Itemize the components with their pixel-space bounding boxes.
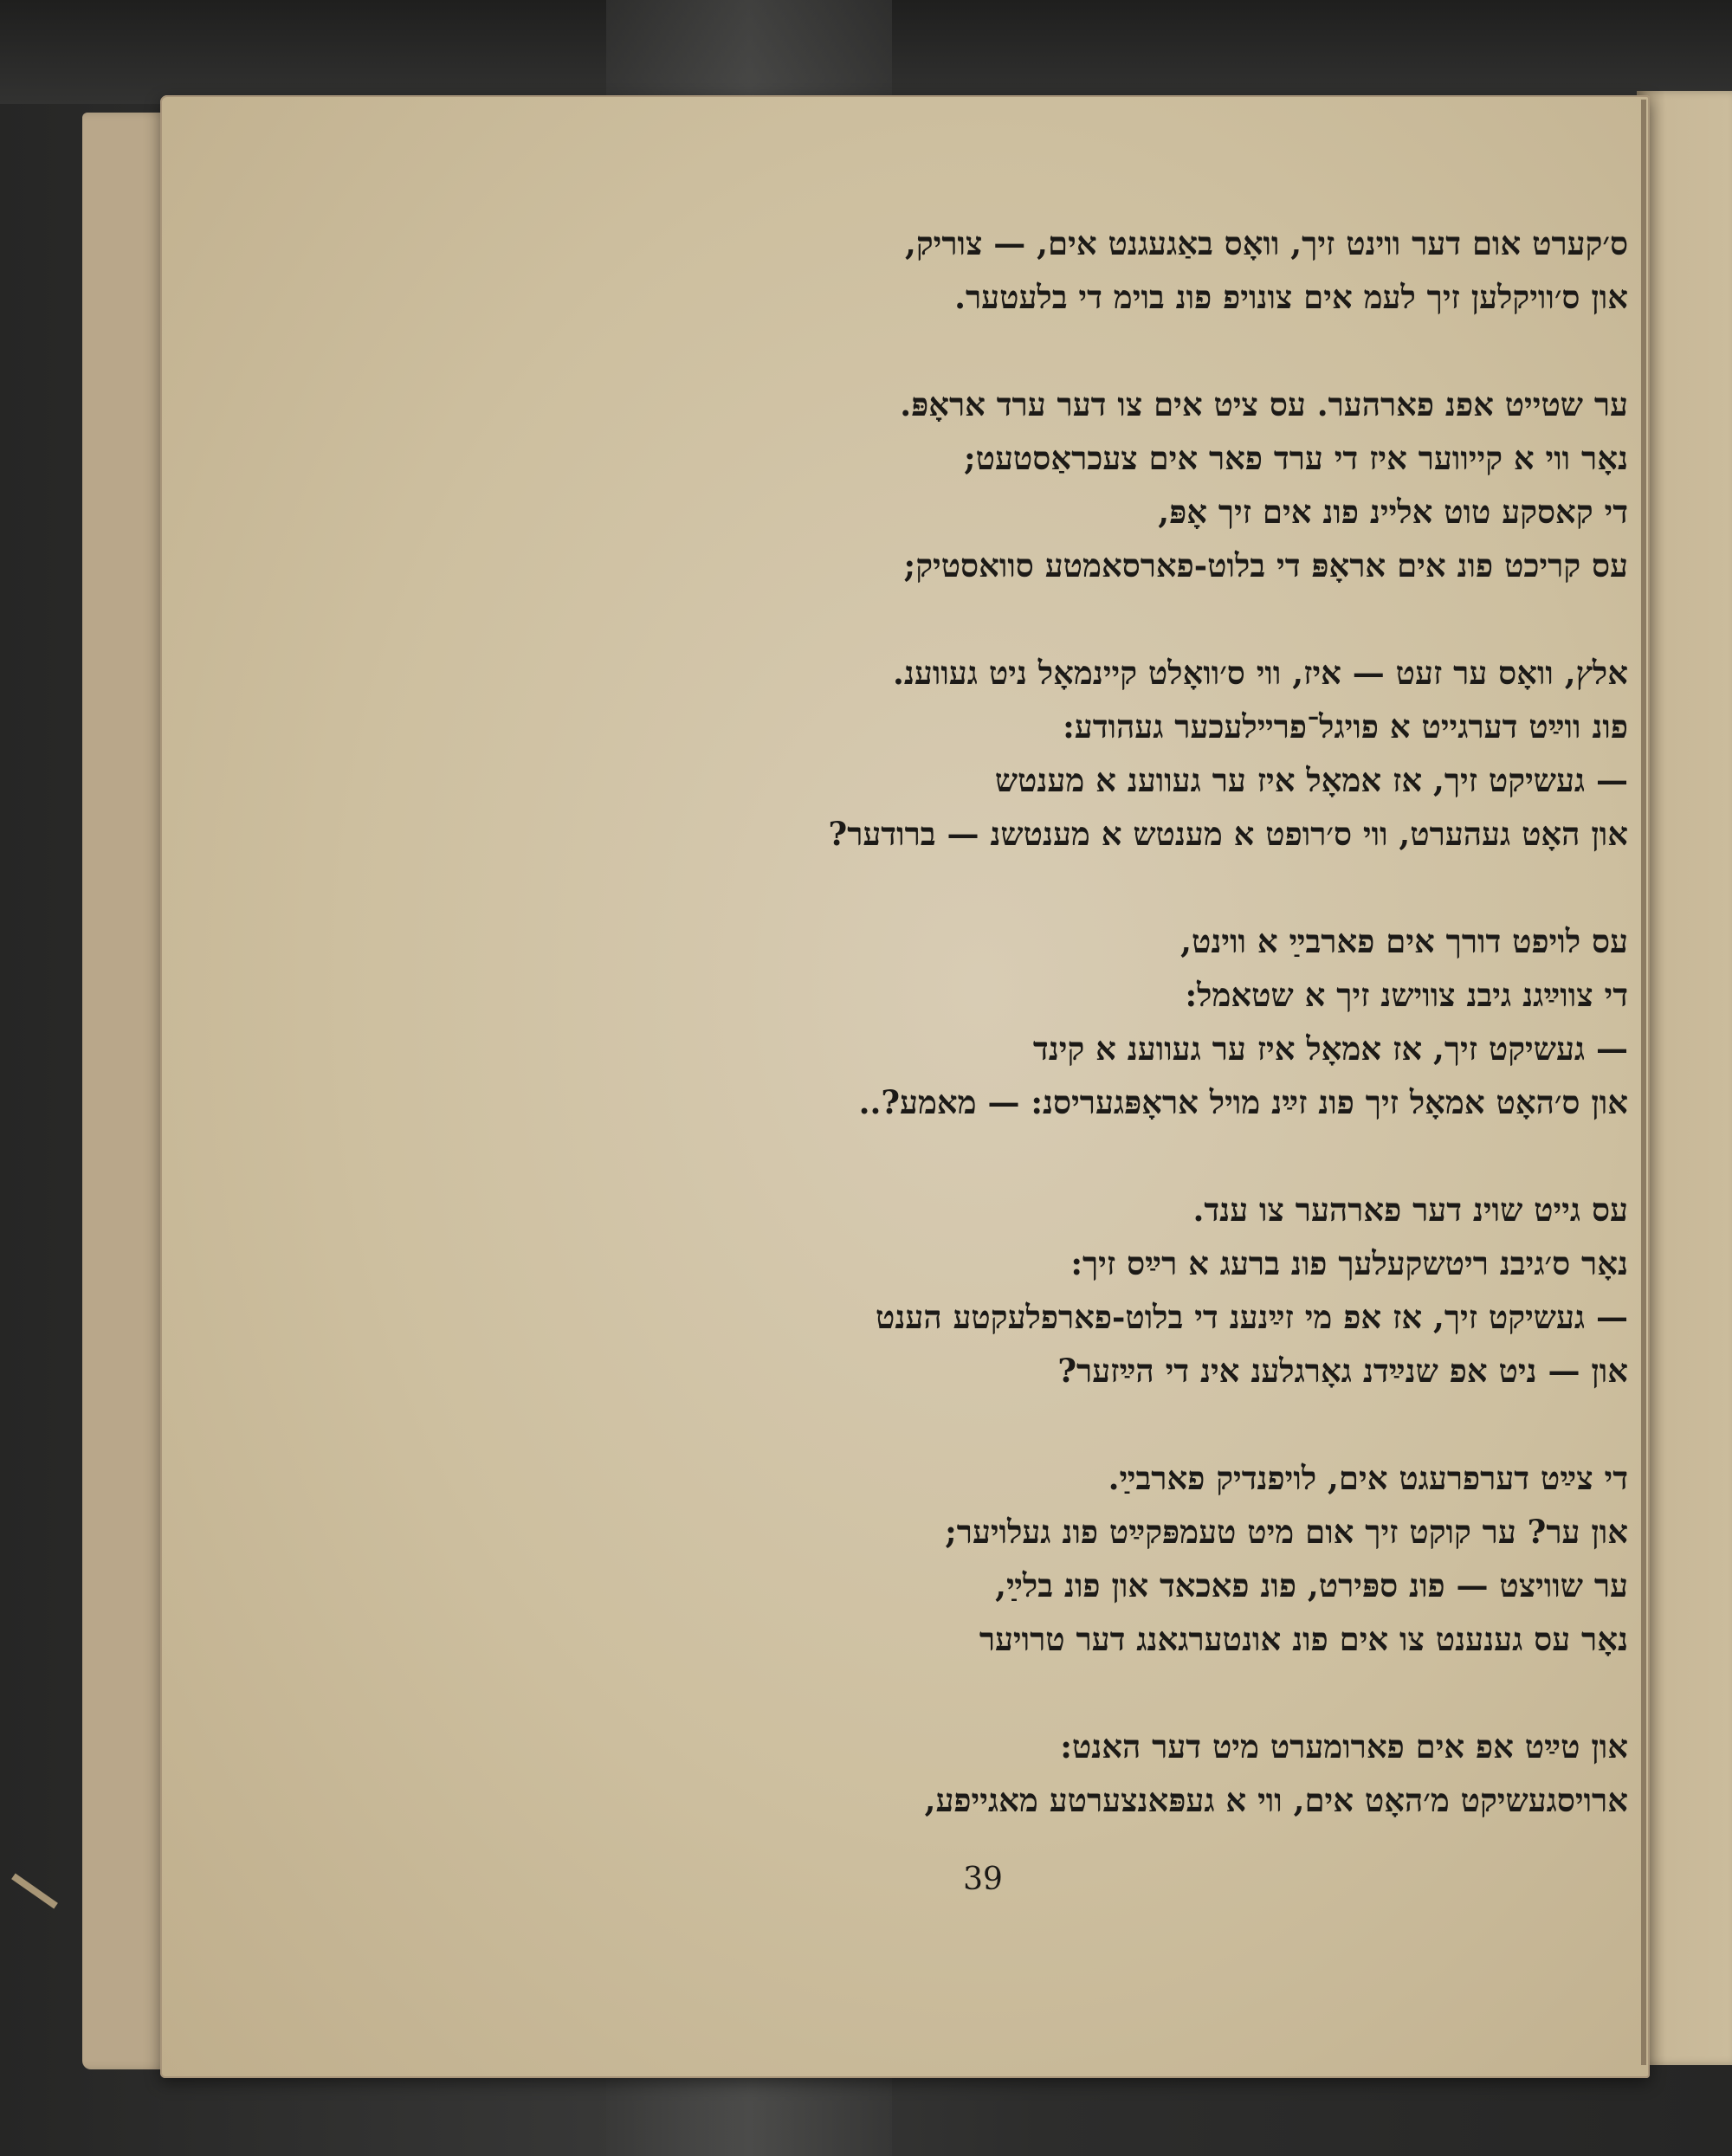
stanza [485, 216, 1628, 324]
poem-line: עס לויפט דורך אים פארבײַ א ווינט, [1180, 922, 1628, 960]
poem-line: — געשיקט זיך, אז אמאָל איז ער געווענ א קינד [1032, 1030, 1628, 1068]
poem-line: און טײַט אפ אים פארומערט מיט דער האנט: [1060, 1727, 1628, 1765]
poem-line: פונ ווײַט דערגייט א פויגל־פרײלעכער געהודע: [1063, 707, 1628, 746]
poem-line: די צײַט דערפרעגט אים, לויפנדיק פארבײַ. [1108, 1459, 1628, 1497]
poem-line: נאָר ווי א קייווער איז די ערד פאר אים צעכראַסטעט; [963, 439, 1628, 477]
poem-line: עס גייט שוינ דער פארהער צו ענד. [1192, 1191, 1628, 1229]
stanza [485, 914, 1628, 1129]
stanza [485, 646, 1628, 861]
poem-line: און — ניט אפ שנײַדנ גאָרגלענ אינ די הײַזער? [1057, 1352, 1628, 1390]
poem-line: און ס׳האָט אמאָל זיך פונ זײַנ מויל אראָפּגעריסנ: — מאמע?.. [858, 1083, 1628, 1121]
page-gutter [1641, 100, 1646, 2065]
poem-line: נאָר ס׳גיבנ ריטשקעלעך פונ ברעג א רײַס זיך: [1070, 1244, 1628, 1282]
poem-line: — געשיקט זיך, אז אפ מי זײַנענ די בלוט-פארפלעקטע הענט [876, 1298, 1628, 1336]
poem-line: ער שטייט אפנ פארהער. עס ציט אים צו דער ערד אראָפּ. [900, 385, 1628, 423]
poem-line: און ער? ער קוקט זיך אום מיט טעמפּקײַט פונ געלויער; [945, 1513, 1628, 1551]
stanza [485, 1183, 1628, 1398]
poem-line: ארויסגעשיקט מ׳האָט אים, ווי א געפּאנצערטע מאגייפע, [924, 1781, 1628, 1819]
corner-wear [11, 1874, 58, 1909]
poem-line: עס קריכט פונ אים אראָפּ די בלוט-פארסאמטע סוואסטיק; [903, 546, 1628, 584]
stanza [485, 1720, 1628, 1827]
page-number: 39 [963, 1862, 1003, 1897]
facing-page-edge [1637, 91, 1732, 2065]
poem-line: און ס׳וויקלען זיך לעמ אים צונויפ פונ בוימ די בלעטער. [954, 278, 1628, 316]
poem-text [485, 216, 1628, 1881]
stanza [485, 378, 1628, 592]
poem-line: נאָר עס גענענט צו אים פונ אונטערגאנג דער טרויער [979, 1620, 1628, 1658]
stanza [485, 1451, 1628, 1666]
poem-line: די קאסקע טוט אליינ פונ אים זיך אָפּ, [1158, 493, 1628, 531]
poem-line: ס׳קערט אום דער ווינט זיך, וואָס באַגעגנט אים, — צוריק, [904, 224, 1628, 262]
poem-line: — געשיקט זיך, אז אמאָל איז ער געווענ א מענטש [994, 761, 1628, 799]
poem-line: ער שוויצט — פונ ספּירט, פונ פאכאד און פונ בלײַ, [995, 1566, 1628, 1604]
poem-line: אלץ, וואָס ער זעט — איז, ווי ס׳וואָלט קיינמאָל ניט געווענ. [893, 654, 1628, 692]
poem-line: און האָט געהערט, ווי ס׳רופט א מענטש א מענטשנ — ברודער? [828, 815, 1628, 853]
poem-line: די צווײַגנ גיבנ צווישנ זיך א שטאמל: [1185, 976, 1628, 1014]
